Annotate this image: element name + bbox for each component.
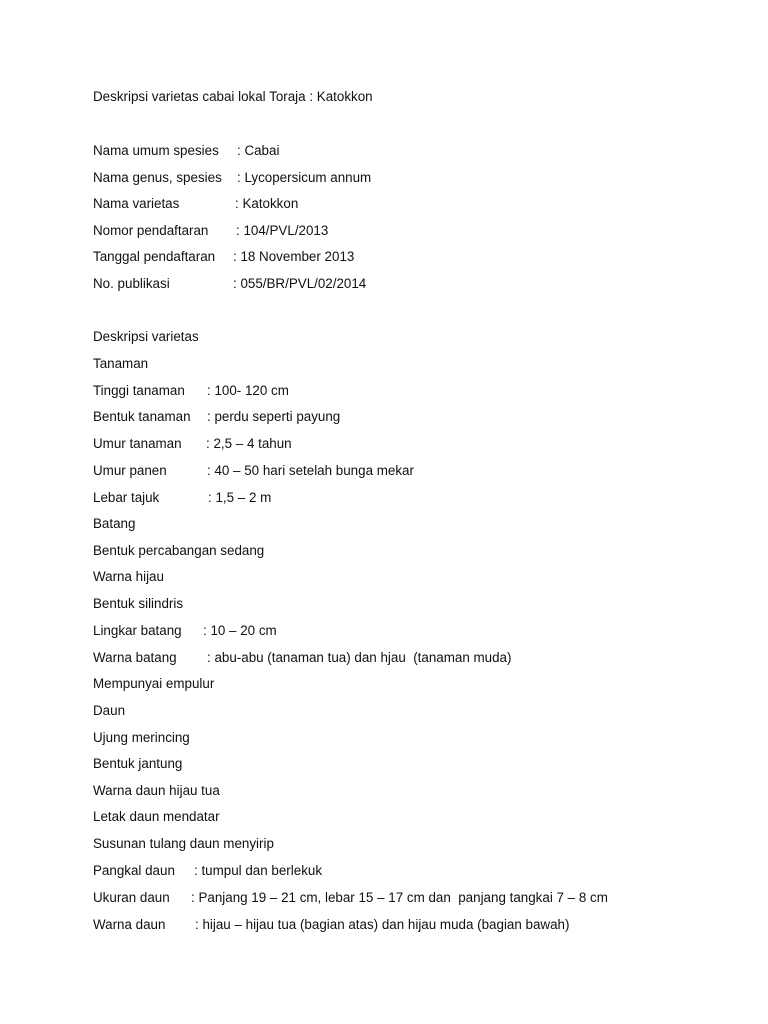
registration-value: : 104/PVL/2013 bbox=[236, 223, 329, 238]
daun-line: Bentuk jantung bbox=[93, 756, 183, 771]
batang-value: : abu-abu (tanaman tua) dan hjau (tanaman muda) bbox=[207, 650, 512, 665]
registration-value: : 055/BR/PVL/02/2014 bbox=[233, 276, 367, 291]
daun-line: Letak daun mendatar bbox=[93, 809, 220, 824]
tanaman-heading: Tanaman bbox=[93, 356, 149, 371]
daun-value: : hijau – hijau tua (bagian atas) dan hijau muda (bagian bawah) bbox=[195, 917, 570, 932]
tanaman-value: : perdu seperti payung bbox=[207, 409, 341, 424]
tanaman-value: : 2,5 – 4 tahun bbox=[206, 436, 292, 451]
section-heading: Deskripsi varietas bbox=[93, 329, 199, 344]
daun-heading: Daun bbox=[93, 703, 126, 718]
batang-line: Warna hijau bbox=[93, 569, 164, 584]
registration-key: Nama genus, spesies bbox=[93, 170, 222, 185]
daun-line: Ujung merincing bbox=[93, 730, 190, 745]
daun-line: Susunan tulang daun menyirip bbox=[93, 836, 274, 851]
registration-key: Tanggal pendaftaran bbox=[93, 249, 216, 264]
daun-line: Warna daun hijau tua bbox=[93, 783, 220, 798]
registration-key: Nama varietas bbox=[93, 196, 180, 211]
tanaman-value: : 100- 120 cm bbox=[207, 383, 289, 398]
registration-key: Nama umum spesies bbox=[93, 143, 219, 158]
daun-key: Pangkal daun bbox=[93, 863, 175, 878]
batang-value: : 10 – 20 cm bbox=[203, 623, 277, 638]
registration-value: : 18 November 2013 bbox=[233, 249, 355, 264]
tanaman-key: Lebar tajuk bbox=[93, 490, 160, 505]
tanaman-key: Bentuk tanaman bbox=[93, 409, 191, 424]
tanaman-value: : 1,5 – 2 m bbox=[208, 490, 272, 505]
tanaman-value: : 40 – 50 hari setelah bunga mekar bbox=[207, 463, 414, 478]
tanaman-key: Umur panen bbox=[93, 463, 167, 478]
batang-key: Warna batang bbox=[93, 650, 177, 665]
registration-value: : Lycopersicum annum bbox=[237, 170, 372, 185]
batang-line: Mempunyai empulur bbox=[93, 676, 215, 691]
tanaman-key: Umur tanaman bbox=[93, 436, 182, 451]
tanaman-key: Tinggi tanaman bbox=[93, 383, 185, 398]
document-title: Deskripsi varietas cabai lokal Toraja : Katokkon bbox=[93, 89, 373, 104]
batang-heading: Batang bbox=[93, 516, 136, 531]
batang-line: Bentuk silindris bbox=[93, 596, 184, 611]
registration-key: No. publikasi bbox=[93, 276, 170, 291]
batang-line: Bentuk percabangan sedang bbox=[93, 543, 265, 558]
daun-value: : tumpul dan berlekuk bbox=[194, 863, 323, 878]
registration-value: : Katokkon bbox=[235, 196, 299, 211]
daun-row bbox=[93, 916, 733, 988]
registration-key: Nomor pendaftaran bbox=[93, 223, 209, 238]
batang-key: Lingkar batang bbox=[93, 623, 182, 638]
daun-key: Ukuran daun bbox=[93, 890, 170, 905]
daun-key: Warna daun bbox=[93, 917, 166, 932]
registration-value: : Cabai bbox=[237, 143, 280, 158]
daun-value: : Panjang 19 – 21 cm, lebar 15 – 17 cm dan panjang tangkai 7 – 8 cm bbox=[191, 890, 608, 905]
